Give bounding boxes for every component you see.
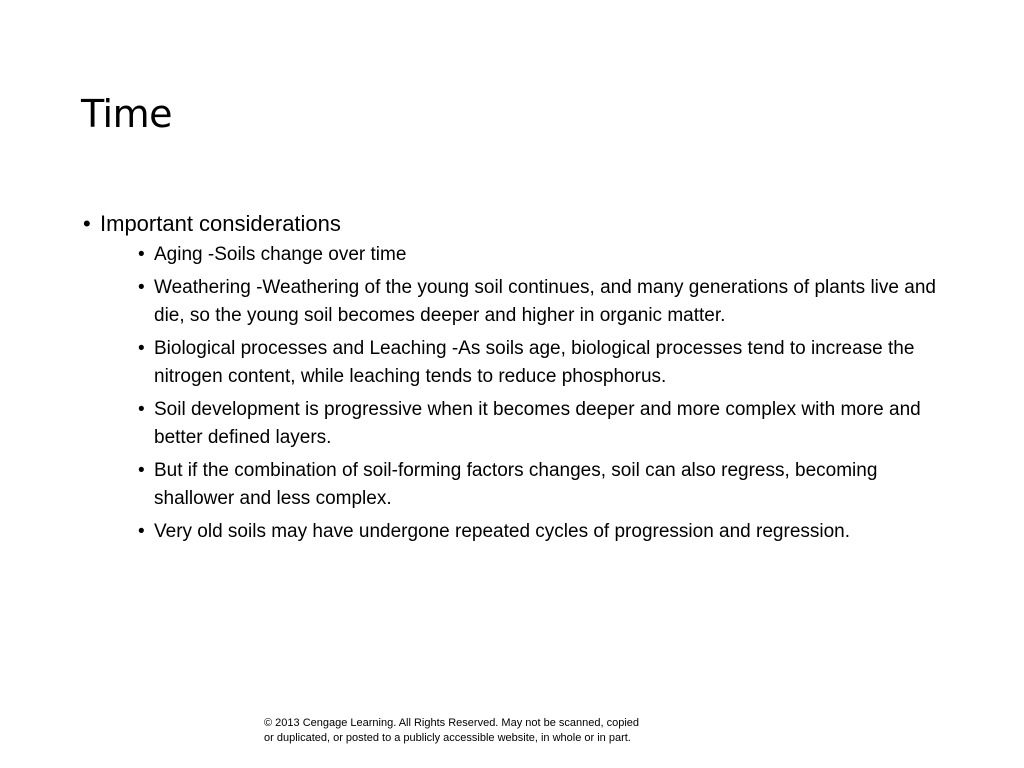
bullet-icon: • [138, 399, 145, 420]
bullet-icon: • [138, 338, 145, 359]
main-bullet [83, 207, 953, 241]
copyright-notice [264, 716, 724, 746]
sub-bullet-item [138, 396, 953, 452]
sub-bullet-item [138, 274, 953, 330]
sub-bullet-text: Biological processes and Leaching -As soils age, biological processes tend to increase the nitrogen content, while leaching tends to reduce phosphorus. [154, 338, 915, 387]
slide-title: Time [81, 92, 172, 136]
bullet-icon: • [138, 460, 145, 481]
sub-bullet-item [138, 241, 953, 269]
main-bullet-text: Important considerations [100, 211, 341, 236]
bullet-icon: • [138, 244, 145, 265]
sub-bullet-item [138, 335, 953, 391]
copyright-line: © 2013 Cengage Learning. All Rights Reserved. May not be scanned, copied [264, 717, 640, 729]
sub-bullet-text: Soil development is progressive when it becomes deeper and more complex with more and better defined layers. [154, 399, 921, 448]
bullet-icon: • [138, 277, 145, 298]
sub-bullet-item [138, 518, 953, 546]
bullet-icon: • [138, 521, 145, 542]
copyright-line: or duplicated, or posted to a publicly accessible website, in whole or in part. [264, 732, 631, 744]
sub-bullet-text: Aging -Soils change over time [154, 244, 407, 265]
sub-bullet-text: Very old soils may have undergone repeated cycles of progression and regression. [154, 521, 851, 542]
sub-bullet-list [138, 241, 953, 546]
bullet-icon: • [83, 211, 91, 236]
sub-bullet-item [138, 457, 953, 513]
slide-content [83, 207, 953, 551]
sub-bullet-text: Weathering -Weathering of the young soil continues, and many generations of plants live and die, so the young soil becomes deeper and higher in organic matter. [154, 277, 936, 326]
sub-bullet-text: But if the combination of soil-forming factors changes, soil can also regress, becoming shallower and less complex. [154, 460, 878, 509]
